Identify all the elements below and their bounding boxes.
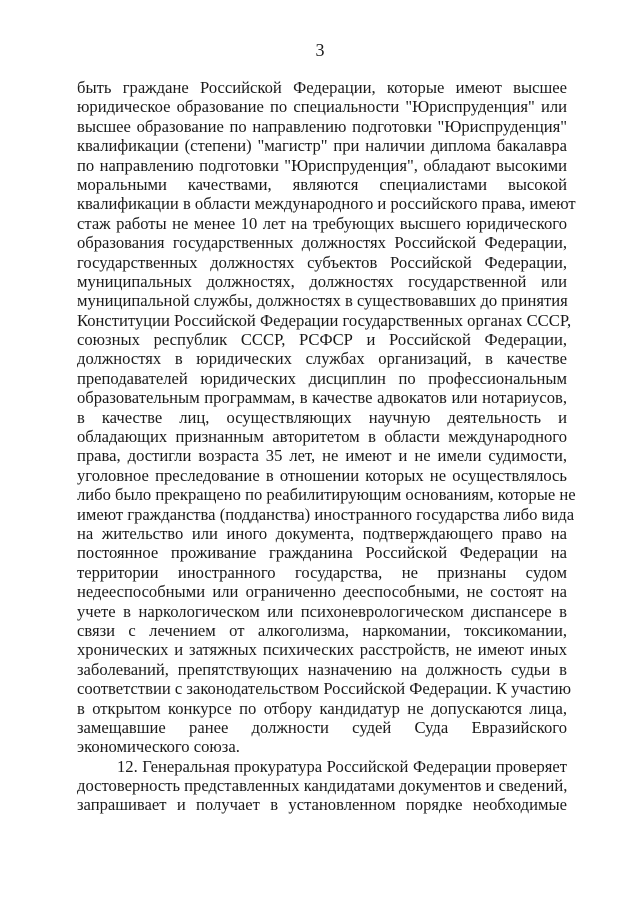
text-line: уголовное преследование в отношении которых не осуществлялось <box>77 465 567 485</box>
text-line: муниципальной службы, должностях в существовавших до принятия <box>77 291 568 311</box>
text-line: быть граждане Российской Федерации, которые имеют высшее <box>77 78 567 97</box>
text-line: хронических и затяжных психических расстройств, не имеют иных <box>77 640 567 660</box>
page-number: 3 <box>315 40 325 60</box>
text-line: образовательным программам, в качестве адвокатов или нотариусов, <box>77 388 567 408</box>
text-line: юридическое образование по специальности "Юриспруденция" или <box>77 97 567 117</box>
text-line: высшее образование по направлению подготовки "Юриспруденция" <box>77 116 567 136</box>
text-line: постоянное проживание гражданина Российской Федерации на <box>77 543 567 563</box>
text-line: экономического союза. <box>77 737 240 757</box>
text-line: запрашивает и получает в установленном порядке необходимые <box>77 795 567 815</box>
text-line: по направлению подготовки "Юриспруденция", обладают высокими <box>77 155 567 175</box>
text-line: должностях в юридических службах организаций, в качестве <box>77 349 567 369</box>
text-line: моральными качествами, являются специалистами высокой <box>77 174 567 194</box>
text-line: заболеваний, препятствующих назначению на должность судьи в <box>77 659 567 679</box>
text-line: квалификации (степени) "магистр" при наличии диплома бакалавра <box>77 136 567 156</box>
text-line: территории иностранного государства, не признаны судом <box>77 562 567 582</box>
text-line: в открытом конкурсе по отбору кандидатур не допускаются лица, <box>77 698 567 718</box>
text-line: муниципальных должностях, должностях государственной или <box>77 271 567 291</box>
text-line: в качестве лиц, осуществляющих научную деятельность и <box>77 407 567 427</box>
text-line: на жительство или иного документа, подтверждающего право на <box>77 523 567 543</box>
document-body <box>77 78 576 815</box>
text-line: достоверность представленных кандидатами документов и сведений, <box>77 776 568 796</box>
text-line: образования государственных должностях Российской Федерации, <box>77 233 567 253</box>
text-line: квалификации в области международного и российского права, имеют <box>77 194 576 214</box>
text-line: учете в наркологическом или психоневрологическом диспансере в <box>77 601 567 621</box>
text-line: замещавшие ранее должности судей Суда Евразийского <box>77 717 567 737</box>
text-line: государственных должностях субъектов Российской Федерации, <box>77 252 567 272</box>
text-line: имеют гражданства (подданства) иностранного государства либо вида <box>77 504 575 524</box>
text-line: соответствии с законодательством Российской Федерации. К участию <box>77 679 572 699</box>
text-line: обладающих признанным авторитетом в области международного <box>77 427 567 447</box>
text-line: либо было прекращено по реабилитирующим основаниям, которые не <box>77 485 576 505</box>
text-line: недееспособными или ограниченно дееспособными, не состоят на <box>77 582 567 602</box>
text-line: союзных республик СССР, РСФСР и Российской Федерации, <box>77 330 567 350</box>
text-line: права, достигли возраста 35 лет, не имеют и не имели судимости, <box>77 446 567 466</box>
paragraph-12-first-line: 12. Генеральная прокуратура Российской Федерации проверяет <box>117 756 567 776</box>
text-line: Конституции Российской Федерации государственных органах СССР, <box>77 310 572 330</box>
text-line: стаж работы не менее 10 лет на требующих высшего юридического <box>77 213 567 233</box>
text-line: преподавателей юридических дисциплин по профессиональным <box>77 368 567 388</box>
text-line: связи с лечением от алкоголизма, наркомании, токсикомании, <box>77 620 567 640</box>
